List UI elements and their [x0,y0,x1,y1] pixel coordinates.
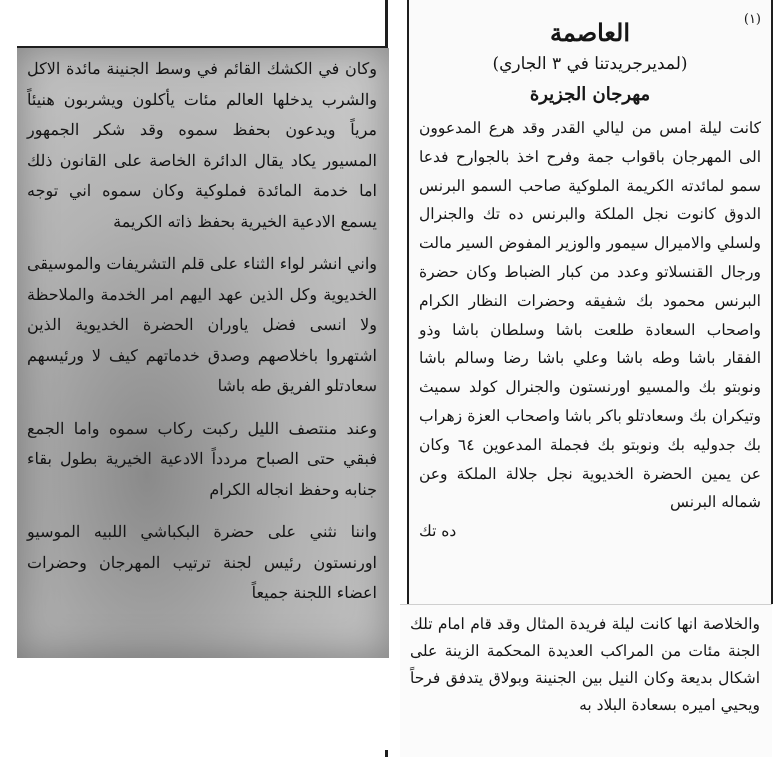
page-number: (١) [743,12,761,27]
bottom-paragraph-1: والخلاصة انها كانت ليلة فريدة المثال وقد قام امام تلك الجنة مئات من المراكب العديدة المحكمة الزينة على اشكال بديعة وكان النيل بين الجنينة وبولاق يتدفق فرحاً ويحيي اميره بسعادة البلاد به [410,615,760,714]
left-paragraph-3: وعند منتصف الليل ركبت ركاب سموه واما الجمع فبقي حتى الصباح مردداً الادعية الخيرية بطول بقاء جنابه وحفظ انجاله الكرام [27,418,377,499]
left-paragraph-2: واني انشر لواء الثناء على قلم التشريفات والموسيقى الخديوية وكل الذين عهد اليهم امر الخدمة والملاحظة ولا انسى فضل ياوران الحضرة الخديوية الذين اشتهروا باخلاصهم وصدق خدماتهم كيف لا ورئيسهم سعادتلو الفريق طه باشا [27,254,377,395]
bottom-article-column [400,604,772,757]
left-article-column [17,48,389,658]
left-paragraph-1: وكان في الكشك القائم في وسط الجنينة مائدة الاكل والشرب يدخلها العالم مئات يأكلون ويشربون هنيئاً مرياً ويدعون بحفظ سموه وقد شكر الجمهور المسيور يكاد يقال الدائرة الخاصة على القانون ذلك اما خدمة المائدة فملوكية وكان سموه اني توجه يسمع الادعية الخيرية بحفظ ذاته الكريمة [27,59,377,231]
byline: (لمديرجريدتنا في ٣ الجاري) [492,54,688,74]
right-paragraph-1: كانت ليلة امس من ليالي القدر وقد هرع المدعوون الى المهرجان باقواب جمة وفرح اخذ بالجوارح فدعا سمو لمائدته الكريمة الملوكية صاحب السمو البرنس الدوق كانوت نجل الملكة والبرنس ده تك والجنرال ولسلي والاميرال سيمور والوزير المفوض السير مالت ورجال القنسلاتو وعدد من كبار الضباط وكان حضرة البرنس محمود بك شفيقه وحضرات النظار الكرام واصحاب السعادة طلعت باشا وسلطان باشا وذو الفقار باشا وطه باشا وعلي باشا رضا وسالم باشا ونوبتو بك والمسيو اورنستون والجنرال كولد سميث وتيكران بك وسعادتلو باكر باشا واصحاب العزة زهراب بك جدوليه بك ونوبتو بك فجملة المدعوين ٦٤ وكان عن يمين الحضرة الخديوية نجل جلالة الملكة وعن شماله البرنس [419,119,761,512]
right-article-column [409,0,771,604]
right-frame-rule [771,0,773,604]
left-paragraph-4: واننا نثني على حضرة البكباشي اللبيه الموسيو اورنستون رئيس لجنة ترتيب المهرجان وحضرات اعضاء اللجنة جميعاً [27,522,377,602]
blank-scan-area [17,658,389,750]
section-title: مهرجان الجزيرة [529,84,651,105]
headline: العاصمة [550,18,630,47]
right-final-line: ده تك [419,522,457,541]
